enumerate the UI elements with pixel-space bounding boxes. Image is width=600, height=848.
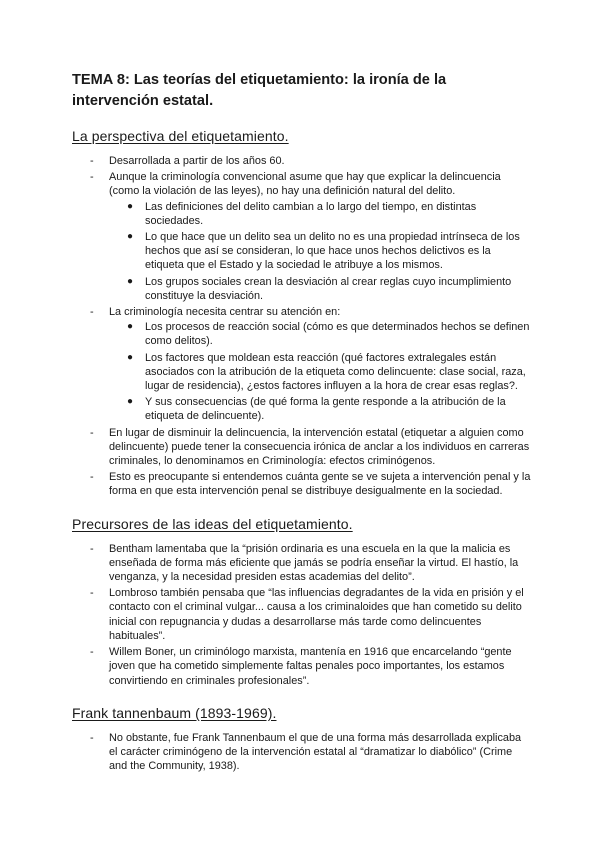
bullet-dot-icon: ● <box>127 200 134 212</box>
sub-list-item-text: Lo que hace que un delito sea un delito no es una propiedad intrínseca de los hechos que así se consideran, lo que hace unos hechos delictivos es la etiqueta que el Estado y la sociedad le atribuye a los mismos. <box>145 231 520 272</box>
sub-bullet-list <box>109 200 532 303</box>
list-item-text: No obstante, fue Frank Tannenbaum el que de una forma más desarrollada explicaba el carácter criminógeno de la intervención estatal al “dramatizar lo diabólico” (Crime and the Community, 1938). <box>109 731 522 773</box>
list-item <box>72 586 532 643</box>
dash-marker: - <box>90 731 94 744</box>
list-item-text: Esto es preocupante si entendemos cuánta gente se ve sujeta a intervención penal y la forma en que esta intervención penal se distribuye desigualmente en la sociedad. <box>109 471 531 498</box>
list-item-text: La criminología necesita centrar su atención en: <box>109 306 341 319</box>
list-item-text: Desarrollada a partir de los años 60. <box>109 155 285 167</box>
sub-list-item-text: Las definiciones del delito cambian a lo largo del tiempo, en distintas sociedades. <box>145 200 477 227</box>
dash-marker: - <box>90 542 94 555</box>
list-item-text: Lombroso también pensaba que “las influencias degradantes de la vida en prisión y el contacto con el criminal vulgar... causa a los criminaloides que han cometido su delito inicial con repugnancia y dudas a desarrollarse más tarde como delincuentes habituales”. <box>109 587 524 642</box>
document-title: TEMA 8: Las teorías del etiquetamiento: la ironía de la intervención estatal. <box>72 72 447 109</box>
section-1 <box>72 127 532 499</box>
list-item <box>72 426 532 469</box>
bullet-list <box>72 154 532 499</box>
list-item-text: Bentham lamentaba que la “prisión ordinaria es una escuela en la que la malicia es enseñada de forma más eficiente que jamás se podría enseñar la virtud. El hastío, la venganza, y la necesidad presiden estas academias del delito”. <box>109 542 519 584</box>
sub-list-item <box>109 320 532 348</box>
section-heading: Frank tannenbaum (1893-1969). <box>72 704 277 721</box>
sub-list-item-text: Los procesos de reacción social (cómo es que determinados hechos se definen como delitos). <box>145 321 530 348</box>
list-item <box>72 305 532 424</box>
section-heading: La perspectiva del etiquetamiento. <box>72 128 289 144</box>
sub-list-item <box>109 395 532 423</box>
dash-marker: - <box>90 471 94 484</box>
dash-marker: - <box>90 646 94 659</box>
list-item-text: Aunque la criminología convencional asume que hay que explicar la delincuencia (como la violación de las leyes), no hay una definición natural del delito. <box>109 171 501 198</box>
bullet-list <box>72 542 532 688</box>
dash-marker: - <box>90 155 94 167</box>
bullet-dot-icon: ● <box>127 396 134 408</box>
bullet-dot-icon: ● <box>127 275 134 287</box>
list-item <box>72 470 532 498</box>
dash-marker: - <box>90 171 94 184</box>
bullet-dot-icon: ● <box>127 231 134 243</box>
sub-list-item <box>109 230 532 273</box>
list-item-text: Willem Boner, un criminólogo marxista, mantenía en 1916 que encarcelando “gente joven que ha cometido simplemente faltas penales poco importantes, los estamos convirtiendo en criminales profesionales”. <box>109 646 512 687</box>
list-item-text: En lugar de disminuir la delincuencia, la intervención estatal (etiquetar a alguien como delincuente) puede tener la consecuencia irónica de anclar a los individuos en carreras criminales, lo denominamos en Criminología: efectos criminógenos. <box>109 426 530 468</box>
sub-bullet-list <box>109 320 532 423</box>
sub-list-item-text: Y sus consecuencias (de qué forma la gente responde a la atribución de la etiqueta de delincuente). <box>145 396 506 423</box>
dash-marker: - <box>90 587 94 600</box>
section-2 <box>72 515 532 688</box>
document-body <box>72 127 532 773</box>
list-item <box>72 154 532 168</box>
sub-list-item-text: Los grupos sociales crean la desviación al crear reglas cuyo incumplimiento constituye la desviación. <box>145 275 512 302</box>
list-item <box>72 645 532 688</box>
sub-list-item-text: Los factores que moldean esta reacción (qué factores extralegales están asociados con la atribución de la etiqueta como delincuente: clase social, raza, lugar de residencia), ¿estos factores influyen a la hora de crear esas reglas?. <box>145 351 526 393</box>
bullet-dot-icon: ● <box>127 351 134 363</box>
sub-list-item <box>109 200 532 228</box>
sub-list-item <box>109 351 532 394</box>
section-3 <box>72 704 532 774</box>
dash-marker: - <box>90 426 94 439</box>
list-item <box>72 542 532 585</box>
dash-marker: - <box>90 306 94 319</box>
section-heading: Precursores de las ideas del etiquetamiento. <box>72 515 353 532</box>
bullet-list <box>72 731 532 774</box>
bullet-dot-icon: ● <box>127 321 134 333</box>
sub-list-item <box>109 275 532 303</box>
list-item <box>72 170 532 303</box>
list-item <box>72 731 532 774</box>
